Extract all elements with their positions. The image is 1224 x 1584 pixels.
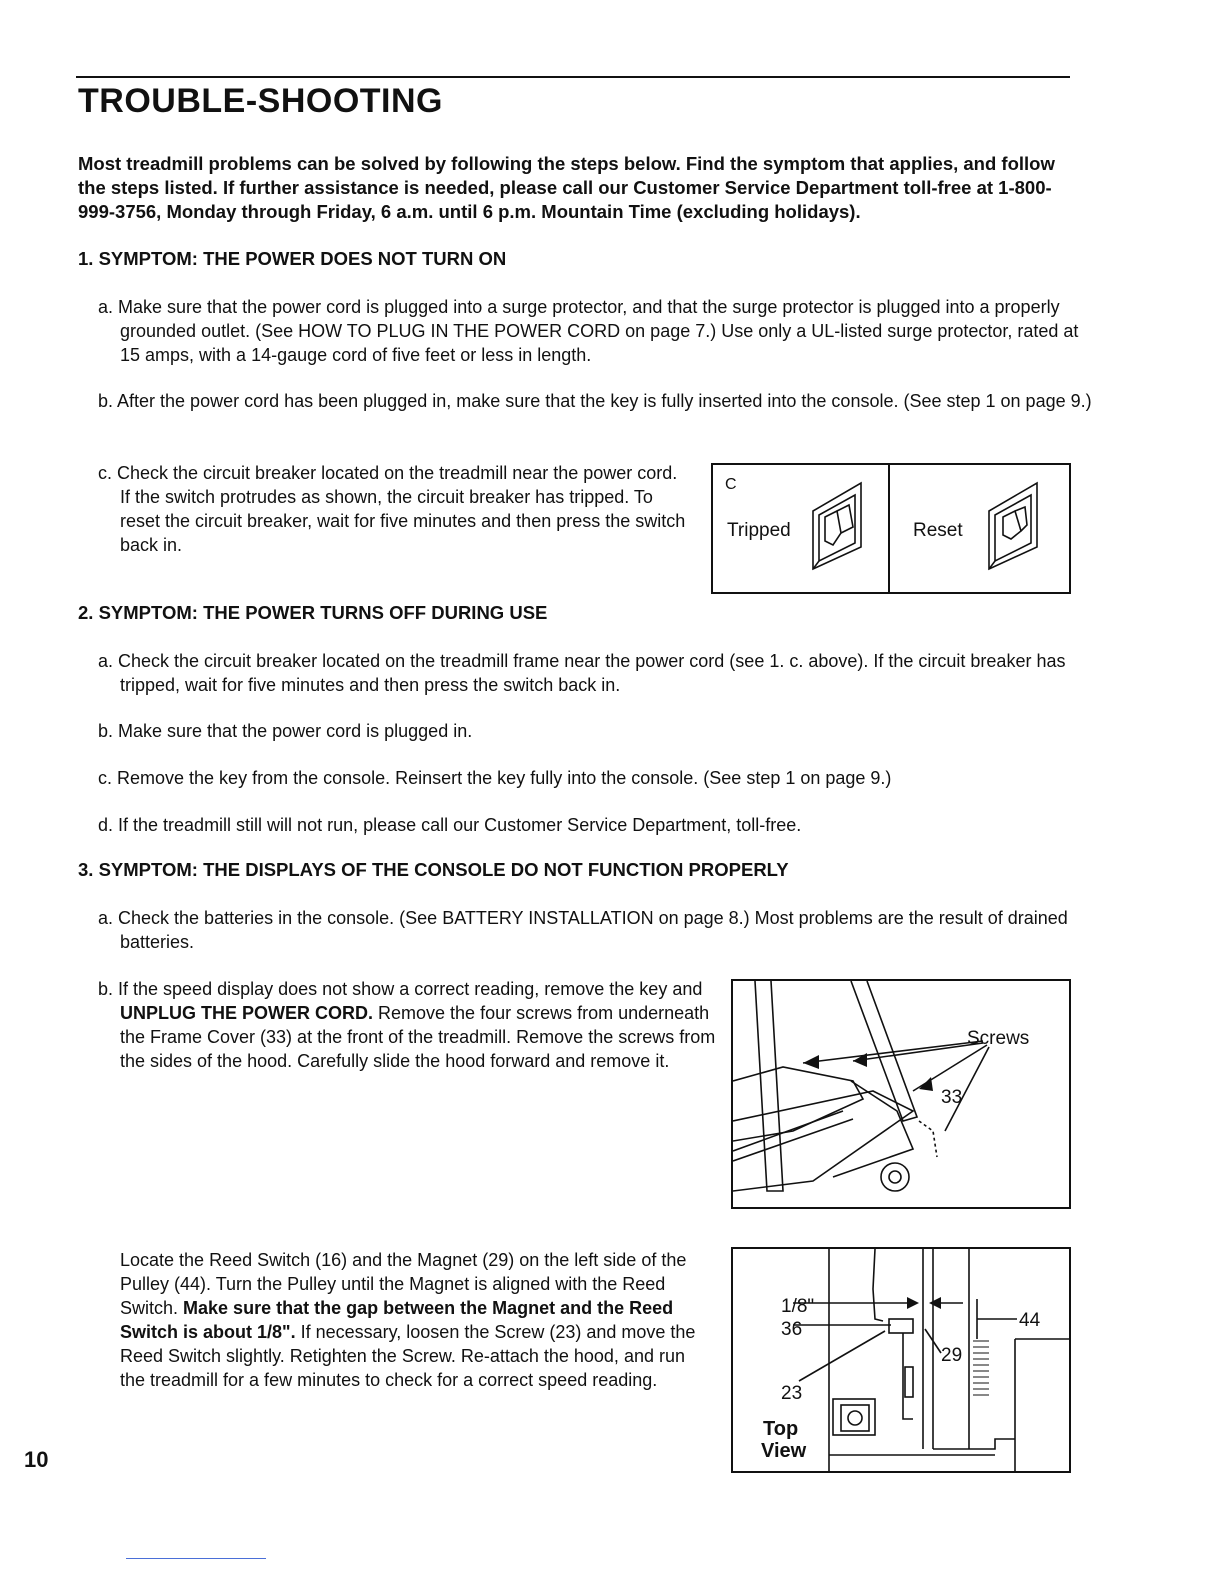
top-view-label-line1: Top <box>763 1418 799 1440</box>
step-2c: c. Remove the key from the console. Reinsert the key fully into the console. (See step 1 on page 9.) <box>98 768 892 788</box>
part-29-label: 29 <box>941 1345 963 1366</box>
intro-paragraph: Most treadmill problems can be solved by following the steps below. Find the symptom that applies, and follow the steps listed. If further assistance is needed, please call our Customer Service Department toll-free at 1-800-999-3756, Monday through Friday, 6 a.m. until 6 p.m. Mountain Time (excluding holidays). <box>78 153 1055 222</box>
part-33-label: 33 <box>941 1087 963 1108</box>
gap-label: 1/8" <box>781 1296 815 1317</box>
top-view-figure <box>731 1247 1071 1473</box>
hood-screws-drawing <box>733 981 1069 1207</box>
gap-warning: Make sure that the gap between the Magnet and the Reed Switch is about 1/8". <box>120 1298 674 1342</box>
step-2b: b. Make sure that the power cord is plugged in. <box>98 721 473 741</box>
part-36-label: 36 <box>781 1319 803 1340</box>
figure-letter-c: C <box>725 476 737 493</box>
top-view-label-line2: View <box>761 1440 807 1462</box>
step-3b <box>98 977 716 1073</box>
step-2a: a. Check the circuit breaker located on the treadmill frame near the power cord (see 1. c. above). If the circuit breaker has tripped, wait for five minutes and then press the switch back in. <box>98 651 1066 695</box>
page-number: 10 <box>24 1447 49 1472</box>
step-1b: b. After the power cord has been plugged in, make sure that the key is fully inserted into the console. (See step 1 on page 9.) <box>98 391 1092 411</box>
part-23-label: 23 <box>781 1383 803 1404</box>
header-rule <box>76 76 1070 78</box>
tripped-label: Tripped <box>727 520 791 541</box>
step-1a: a. Make sure that the power cord is plugged into a surge protector, and that the surge protector is plugged into a properly grounded outlet. (See HOW TO PLUG IN THE POWER CORD on page 7.) Use only a UL-listed surge protector, rated at 15 amps, with a 14-gauge cord of five feet or less in length. <box>98 297 1079 365</box>
top-view-drawing <box>733 1249 1069 1471</box>
step-3b-text-2: Remove the four screws from underneath the Frame Cover (33) at the front of the treadmill. Remove the screws from the sides of the hood. Carefully slide the hood forward and remove it. <box>120 1003 716 1071</box>
symptom-2-heading: 2. SYMPTOM: THE POWER TURNS OFF DURING USE <box>78 602 548 623</box>
step-1c: c. Check the circuit breaker located on the treadmill near the power cord. If the switch protrudes as shown, the circuit breaker has tripped. To reset the circuit breaker, wait for five minutes and then press the switch back in. <box>98 463 686 555</box>
symptom-1-heading: 1. SYMPTOM: THE POWER DOES NOT TURN ON <box>78 248 507 269</box>
tripped-switch-icon <box>813 483 861 569</box>
unplug-warning: UNPLUG THE POWER CORD. <box>120 1003 374 1023</box>
hood-screws-figure <box>731 979 1071 1209</box>
circuit-breaker-drawing <box>713 465 1069 592</box>
reset-switch-icon <box>989 483 1037 569</box>
page-title: TROUBLE-SHOOTING <box>78 82 443 120</box>
step-2d: d. If the treadmill still will not run, please call our Customer Service Department, toll-free. <box>98 815 802 835</box>
footer-line <box>126 1558 266 1559</box>
reed-switch-text-2: If necessary, loosen the Screw (23) and move the Reed Switch slightly. Retighten the Screw. Re-attach the hood, and run the treadmill for a few minutes to check for a correct speed reading. <box>120 1322 696 1390</box>
reset-label: Reset <box>913 520 963 541</box>
step-3a: a. Check the batteries in the console. (See BATTERY INSTALLATION on page 8.) Most problems are the result of drained batteries. <box>98 908 1068 952</box>
reed-switch-paragraph <box>120 1248 698 1392</box>
reed-switch-text-1: Locate the Reed Switch (16) and the Magnet (29) on the left side of the Pulley (44). Turn the Pulley until the Magnet is aligned with the Reed Switch. <box>120 1250 687 1318</box>
screws-label: Screws <box>967 1028 1030 1049</box>
step-3b-text-1: b. If the speed display does not show a correct reading, remove the key and <box>98 979 703 999</box>
symptom-3-heading: 3. SYMPTOM: THE DISPLAYS OF THE CONSOLE DO NOT FUNCTION PROPERLY <box>78 859 789 880</box>
part-44-label: 44 <box>1019 1310 1041 1331</box>
circuit-breaker-figure <box>711 463 1071 594</box>
